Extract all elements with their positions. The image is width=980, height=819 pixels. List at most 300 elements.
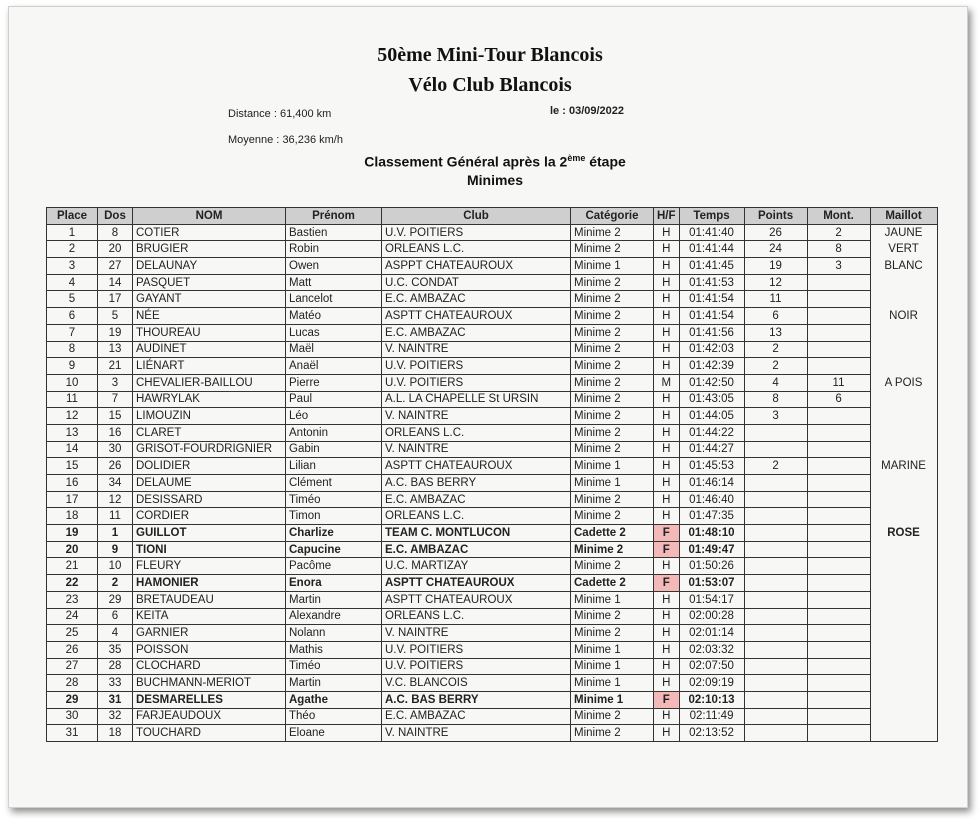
cell-prenom: Anaël xyxy=(286,358,382,375)
table-row xyxy=(47,658,938,675)
cell-maillot xyxy=(870,341,937,358)
cell-place: 26 xyxy=(47,641,98,658)
cell-categorie: Minime 2 xyxy=(571,708,654,725)
cell-maillot xyxy=(870,658,937,675)
cell-place: 14 xyxy=(47,441,98,458)
cell-place: 1 xyxy=(47,224,98,241)
cell-club: ORLEANS L.C. xyxy=(382,508,571,525)
cell-maillot xyxy=(870,491,937,508)
cell-categorie: Minime 2 xyxy=(571,491,654,508)
cell-temps: 01:53:07 xyxy=(679,575,744,592)
cell-categorie: Minime 2 xyxy=(571,224,654,241)
table-row xyxy=(47,308,938,325)
cell-mont xyxy=(807,274,870,291)
cell-club: ORLEANS L.C. xyxy=(382,424,571,441)
cell-nom: CLARET xyxy=(133,424,286,441)
cell-prenom: Clément xyxy=(286,475,382,492)
cell-club: A.C. BAS BERRY xyxy=(382,691,571,708)
cell-temps: 02:11:49 xyxy=(679,708,744,725)
cell-nom: NÉE xyxy=(133,308,286,325)
cell-hf: H xyxy=(654,591,680,608)
cell-points: 4 xyxy=(744,374,807,391)
table-row xyxy=(47,274,938,291)
cell-club: E.C. AMBAZAC xyxy=(382,324,571,341)
cell-mont xyxy=(807,641,870,658)
cell-hf: H xyxy=(654,508,680,525)
col-header-maillot: Maillot xyxy=(870,208,937,225)
cell-temps: 01:54:17 xyxy=(679,591,744,608)
col-header-hf: H/F xyxy=(654,208,680,225)
cell-maillot xyxy=(870,441,937,458)
cell-mont: 11 xyxy=(807,374,870,391)
cell-club: E.C. AMBAZAC xyxy=(382,708,571,725)
category-title: Minimes xyxy=(466,172,523,188)
cell-club: U.V. POITIERS xyxy=(382,641,571,658)
table-row xyxy=(47,591,938,608)
cell-points xyxy=(744,558,807,575)
cell-place: 20 xyxy=(47,541,98,558)
cell-points: 8 xyxy=(744,391,807,408)
table-row xyxy=(47,475,938,492)
cell-hf: H xyxy=(654,475,680,492)
cell-temps: 01:43:05 xyxy=(679,391,744,408)
cell-hf: F xyxy=(654,575,680,592)
cell-hf: H xyxy=(654,725,680,742)
cell-mont xyxy=(807,725,870,742)
cell-mont xyxy=(807,324,870,341)
cell-temps: 01:47:35 xyxy=(679,508,744,525)
cell-points xyxy=(744,658,807,675)
cell-dos: 10 xyxy=(98,558,133,575)
table-row xyxy=(47,675,938,692)
cell-categorie: Minime 2 xyxy=(571,274,654,291)
distance-info xyxy=(228,108,331,120)
cell-maillot xyxy=(870,625,937,642)
cell-nom: FLEURY xyxy=(133,558,286,575)
cell-place: 13 xyxy=(47,424,98,441)
cell-points: 2 xyxy=(744,341,807,358)
cell-maillot xyxy=(870,641,937,658)
cell-categorie: Minime 2 xyxy=(571,408,654,425)
cell-points xyxy=(744,691,807,708)
cell-nom: DELAUME xyxy=(133,475,286,492)
cell-maillot: JAUNE xyxy=(870,224,937,241)
cell-place: 18 xyxy=(47,508,98,525)
cell-hf: F xyxy=(654,541,680,558)
cell-categorie: Cadette 2 xyxy=(571,525,654,542)
col-header-nom: NOM xyxy=(133,208,286,225)
cell-maillot xyxy=(870,391,937,408)
cell-club: ASPTT CHATEAUROUX xyxy=(382,308,571,325)
cell-points xyxy=(744,575,807,592)
cell-temps: 01:49:47 xyxy=(679,541,744,558)
cell-categorie: Minime 2 xyxy=(571,391,654,408)
cell-prenom: Charlize xyxy=(286,525,382,542)
cell-mont xyxy=(807,441,870,458)
cell-categorie: Minime 2 xyxy=(571,358,654,375)
club-title: Vélo Club Blancois xyxy=(408,74,572,96)
cell-hf: H xyxy=(654,708,680,725)
cell-categorie: Minime 2 xyxy=(571,341,654,358)
cell-points: 19 xyxy=(744,258,807,275)
cell-points: 6 xyxy=(744,308,807,325)
cell-club: U.C. MARTIZAY xyxy=(382,558,571,575)
cell-nom: TIONI xyxy=(133,541,286,558)
cell-categorie: Minime 2 xyxy=(571,725,654,742)
cell-hf: H xyxy=(654,274,680,291)
cell-points xyxy=(744,641,807,658)
cell-prenom: Robin xyxy=(286,241,382,258)
cell-temps: 01:41:53 xyxy=(679,274,744,291)
cell-hf: H xyxy=(654,558,680,575)
cell-club: ASPTT CHATEAUROUX xyxy=(382,591,571,608)
cell-place: 23 xyxy=(47,591,98,608)
col-header-dos: Dos xyxy=(98,208,133,225)
cell-dos: 35 xyxy=(98,641,133,658)
cell-place: 2 xyxy=(47,241,98,258)
table-row xyxy=(47,374,938,391)
cell-temps: 01:44:22 xyxy=(679,424,744,441)
distance-label: Distance : xyxy=(228,108,277,120)
cell-club: V. NAINTRE xyxy=(382,725,571,742)
cell-mont xyxy=(807,708,870,725)
cell-temps: 02:09:19 xyxy=(679,675,744,692)
cell-dos: 15 xyxy=(98,408,133,425)
cell-prenom: Timéo xyxy=(286,658,382,675)
cell-hf: H xyxy=(654,491,680,508)
cell-hf: F xyxy=(654,691,680,708)
cell-hf: M xyxy=(654,374,680,391)
cell-dos: 17 xyxy=(98,291,133,308)
cell-prenom: Enora xyxy=(286,575,382,592)
table-row xyxy=(47,324,938,341)
cell-temps: 01:42:50 xyxy=(679,374,744,391)
cell-dos: 14 xyxy=(98,274,133,291)
cell-dos: 8 xyxy=(98,224,133,241)
cell-mont xyxy=(807,591,870,608)
cell-points xyxy=(744,475,807,492)
cell-points: 2 xyxy=(744,458,807,475)
cell-dos: 2 xyxy=(98,575,133,592)
table-row xyxy=(47,641,938,658)
cell-mont xyxy=(807,575,870,592)
cell-place: 8 xyxy=(47,341,98,358)
cell-dos: 13 xyxy=(98,341,133,358)
cell-categorie: Minime 1 xyxy=(571,691,654,708)
col-header-club: Club xyxy=(382,208,571,225)
table-row xyxy=(47,391,938,408)
cell-points xyxy=(744,675,807,692)
cell-dos: 29 xyxy=(98,591,133,608)
cell-place: 10 xyxy=(47,374,98,391)
cell-mont xyxy=(807,308,870,325)
table-row xyxy=(47,725,938,742)
cell-points: 12 xyxy=(744,274,807,291)
cell-dos: 9 xyxy=(98,541,133,558)
moyenne-label: Moyenne : xyxy=(228,134,280,146)
cell-prenom: Théo xyxy=(286,708,382,725)
cell-temps: 01:41:54 xyxy=(679,291,744,308)
cell-place: 30 xyxy=(47,708,98,725)
cell-dos: 33 xyxy=(98,675,133,692)
cell-mont: 3 xyxy=(807,258,870,275)
cell-mont xyxy=(807,424,870,441)
table-row xyxy=(47,441,938,458)
table-row xyxy=(47,625,938,642)
col-header-points: Points xyxy=(744,208,807,225)
cell-temps: 02:03:32 xyxy=(679,641,744,658)
cell-club: ORLEANS L.C. xyxy=(382,608,571,625)
cell-maillot: ROSE xyxy=(870,525,937,542)
cell-club: ASPTT CHATEAUROUX xyxy=(382,575,571,592)
table-row xyxy=(47,708,938,725)
classement-title: Classement Général après la 2ème étape xyxy=(364,153,626,170)
cell-prenom: Lucas xyxy=(286,324,382,341)
cell-categorie: Minime 1 xyxy=(571,258,654,275)
cell-categorie: Minime 2 xyxy=(571,241,654,258)
cell-maillot xyxy=(870,591,937,608)
cell-prenom: Pierre xyxy=(286,374,382,391)
cell-hf: H xyxy=(654,658,680,675)
cell-prenom: Bastien xyxy=(286,224,382,241)
cell-club: E.C. AMBAZAC xyxy=(382,491,571,508)
date-label: le : xyxy=(550,105,566,117)
cell-nom: GARNIER xyxy=(133,625,286,642)
cell-nom: LIMOUZIN xyxy=(133,408,286,425)
cell-categorie: Minime 2 xyxy=(571,308,654,325)
cell-prenom: Maël xyxy=(286,341,382,358)
cell-points: 2 xyxy=(744,358,807,375)
cell-temps: 02:07:50 xyxy=(679,658,744,675)
cell-maillot xyxy=(870,291,937,308)
cell-nom: KEITA xyxy=(133,608,286,625)
cell-place: 11 xyxy=(47,391,98,408)
cell-club: E.C. AMBAZAC xyxy=(382,541,571,558)
table-header-row xyxy=(47,208,938,225)
cell-nom: DOLIDIER xyxy=(133,458,286,475)
cell-hf: H xyxy=(654,391,680,408)
cell-points: 24 xyxy=(744,241,807,258)
cell-categorie: Minime 2 xyxy=(571,374,654,391)
cell-dos: 21 xyxy=(98,358,133,375)
cell-prenom: Gabin xyxy=(286,441,382,458)
cell-place: 16 xyxy=(47,475,98,492)
cell-place: 3 xyxy=(47,258,98,275)
cell-hf: H xyxy=(654,224,680,241)
cell-hf: H xyxy=(654,441,680,458)
cell-hf: H xyxy=(654,308,680,325)
cell-mont xyxy=(807,658,870,675)
cell-categorie: Minime 1 xyxy=(571,475,654,492)
cell-place: 27 xyxy=(47,658,98,675)
cell-temps: 02:01:14 xyxy=(679,625,744,642)
cell-prenom: Eloane xyxy=(286,725,382,742)
cell-dos: 31 xyxy=(98,691,133,708)
cell-maillot xyxy=(870,708,937,725)
cell-prenom: Timon xyxy=(286,508,382,525)
cell-temps: 02:13:52 xyxy=(679,725,744,742)
cell-temps: 01:41:44 xyxy=(679,241,744,258)
cell-temps: 01:42:39 xyxy=(679,358,744,375)
col-header-place: Place xyxy=(47,208,98,225)
cell-categorie: Minime 2 xyxy=(571,558,654,575)
cell-maillot xyxy=(870,508,937,525)
cell-hf: H xyxy=(654,625,680,642)
cell-points xyxy=(744,441,807,458)
cell-club: U.V. POITIERS xyxy=(382,658,571,675)
cell-maillot xyxy=(870,608,937,625)
cell-prenom: Agathe xyxy=(286,691,382,708)
cell-categorie: Minime 2 xyxy=(571,291,654,308)
cell-points: 11 xyxy=(744,291,807,308)
cell-points xyxy=(744,525,807,542)
cell-nom: DELAUNAY xyxy=(133,258,286,275)
cell-nom: CORDIER xyxy=(133,508,286,525)
cell-categorie: Minime 1 xyxy=(571,675,654,692)
cell-maillot xyxy=(870,408,937,425)
cell-place: 22 xyxy=(47,575,98,592)
cell-maillot xyxy=(870,274,937,291)
cell-temps: 02:10:13 xyxy=(679,691,744,708)
table-row xyxy=(47,258,938,275)
cell-club: V. NAINTRE xyxy=(382,441,571,458)
cell-prenom: Nolann xyxy=(286,625,382,642)
cell-club: V. NAINTRE xyxy=(382,341,571,358)
cell-nom: TOUCHARD xyxy=(133,725,286,742)
cell-maillot: VERT xyxy=(870,241,937,258)
cell-maillot: BLANC xyxy=(870,258,937,275)
cell-mont xyxy=(807,675,870,692)
cell-mont xyxy=(807,525,870,542)
table-row xyxy=(47,491,938,508)
cell-nom: PASQUET xyxy=(133,274,286,291)
cell-hf: F xyxy=(654,525,680,542)
cell-hf: H xyxy=(654,291,680,308)
cell-dos: 30 xyxy=(98,441,133,458)
cell-mont xyxy=(807,458,870,475)
cell-temps: 01:44:27 xyxy=(679,441,744,458)
cell-nom: THOUREAU xyxy=(133,324,286,341)
cell-categorie: Cadette 2 xyxy=(571,575,654,592)
cell-hf: H xyxy=(654,458,680,475)
cell-prenom: Alexandre xyxy=(286,608,382,625)
cell-maillot xyxy=(870,691,937,708)
cell-mont: 2 xyxy=(807,224,870,241)
cell-nom: BRETAUDEAU xyxy=(133,591,286,608)
cell-prenom: Timéo xyxy=(286,491,382,508)
cell-maillot xyxy=(870,324,937,341)
cell-place: 19 xyxy=(47,525,98,542)
col-header-prenom: Prénom xyxy=(286,208,382,225)
cell-club: A.L. LA CHAPELLE St URSIN xyxy=(382,391,571,408)
cell-nom: COTIER xyxy=(133,224,286,241)
cell-club: U.V. POITIERS xyxy=(382,374,571,391)
cell-dos: 34 xyxy=(98,475,133,492)
cell-club: U.V. POITIERS xyxy=(382,358,571,375)
cell-place: 4 xyxy=(47,274,98,291)
cell-maillot: NOIR xyxy=(870,308,937,325)
cell-dos: 12 xyxy=(98,491,133,508)
cell-temps: 01:41:40 xyxy=(679,224,744,241)
table-row xyxy=(47,358,938,375)
cell-hf: H xyxy=(654,341,680,358)
cell-maillot: MARINE xyxy=(870,458,937,475)
cell-maillot xyxy=(870,725,937,742)
cell-points xyxy=(744,708,807,725)
cell-prenom: Lancelot xyxy=(286,291,382,308)
cell-nom: BRUGIER xyxy=(133,241,286,258)
cell-dos: 32 xyxy=(98,708,133,725)
cell-place: 15 xyxy=(47,458,98,475)
cell-hf: H xyxy=(654,675,680,692)
cell-categorie: Minime 1 xyxy=(571,591,654,608)
cell-dos: 4 xyxy=(98,625,133,642)
cell-place: 12 xyxy=(47,408,98,425)
cell-nom: CHEVALIER-BAILLOU xyxy=(133,374,286,391)
cell-mont xyxy=(807,541,870,558)
cell-categorie: Minime 2 xyxy=(571,424,654,441)
cell-categorie: Minime 1 xyxy=(571,641,654,658)
cell-points xyxy=(744,625,807,642)
page-title: 50ème Mini-Tour Blancois xyxy=(377,44,603,66)
date-info xyxy=(550,105,624,117)
cell-club: ASPPT CHATEAUROUX xyxy=(382,258,571,275)
cell-prenom: Antonin xyxy=(286,424,382,441)
cell-maillot xyxy=(870,424,937,441)
cell-prenom: Mathis xyxy=(286,641,382,658)
cell-club: V.C. BLANCOIS xyxy=(382,675,571,692)
cell-mont xyxy=(807,608,870,625)
cell-dos: 5 xyxy=(98,308,133,325)
cell-hf: H xyxy=(654,258,680,275)
cell-place: 5 xyxy=(47,291,98,308)
cell-points: 13 xyxy=(744,324,807,341)
table-row xyxy=(47,291,938,308)
cell-place: 28 xyxy=(47,675,98,692)
col-header-mont: Mont. xyxy=(807,208,870,225)
cell-mont xyxy=(807,558,870,575)
table-row xyxy=(47,458,938,475)
table-row xyxy=(47,424,938,441)
cell-maillot xyxy=(870,541,937,558)
cell-prenom: Matéo xyxy=(286,308,382,325)
cell-nom: POISSON xyxy=(133,641,286,658)
cell-mont: 8 xyxy=(807,241,870,258)
cell-categorie: Minime 2 xyxy=(571,625,654,642)
moyenne-value: 36,236 km/h xyxy=(282,134,343,146)
cell-mont xyxy=(807,508,870,525)
cell-nom: LIÉNART xyxy=(133,358,286,375)
cell-place: 6 xyxy=(47,308,98,325)
cell-dos: 6 xyxy=(98,608,133,625)
cell-hf: H xyxy=(654,358,680,375)
cell-mont xyxy=(807,358,870,375)
cell-maillot: A POIS xyxy=(870,374,937,391)
table-row xyxy=(47,575,938,592)
cell-categorie: Minime 2 xyxy=(571,541,654,558)
cell-dos: 11 xyxy=(98,508,133,525)
cell-place: 21 xyxy=(47,558,98,575)
cell-prenom: Léo xyxy=(286,408,382,425)
cell-points xyxy=(744,424,807,441)
cell-dos: 19 xyxy=(98,324,133,341)
cell-place: 29 xyxy=(47,691,98,708)
table-row xyxy=(47,508,938,525)
cell-hf: H xyxy=(654,641,680,658)
cell-categorie: Minime 2 xyxy=(571,441,654,458)
distance-value: 61,400 km xyxy=(279,108,332,120)
cell-dos: 3 xyxy=(98,374,133,391)
